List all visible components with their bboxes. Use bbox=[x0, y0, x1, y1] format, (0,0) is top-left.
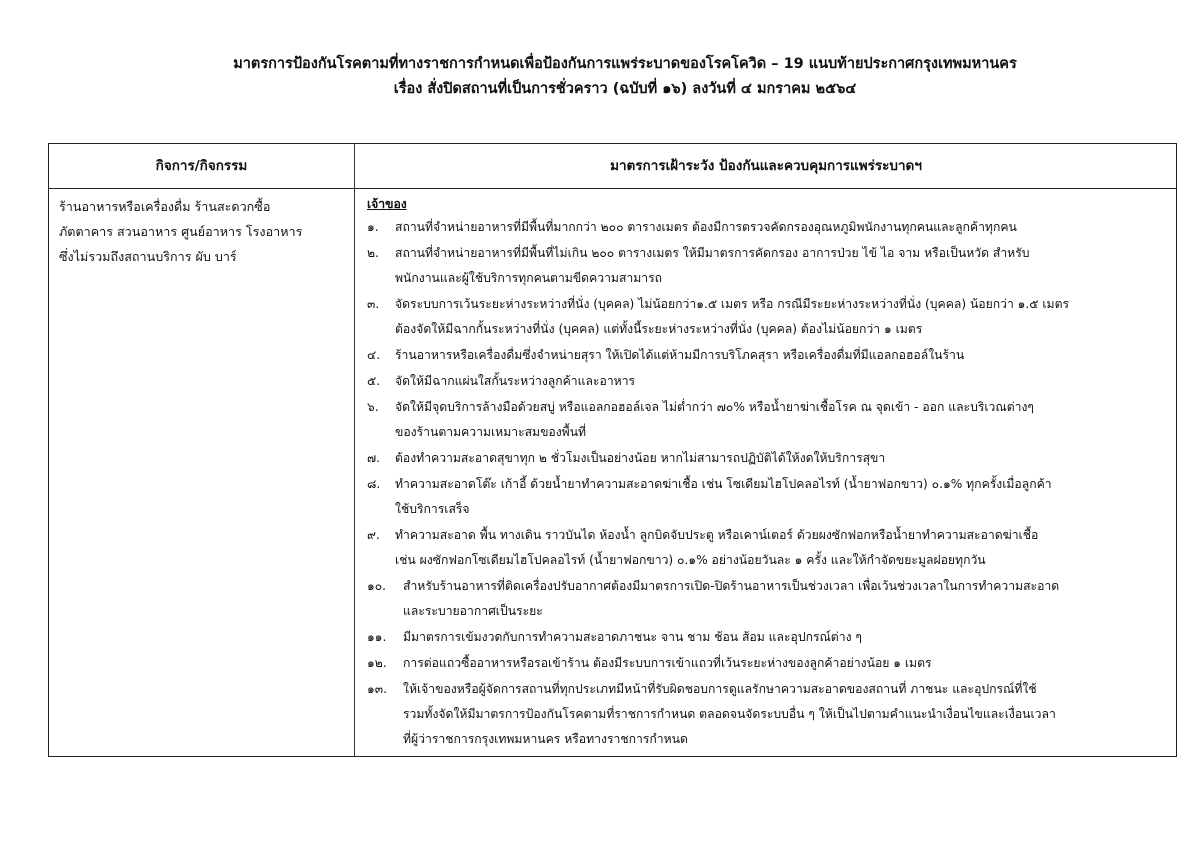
measure-item bbox=[367, 343, 1172, 368]
item-number: ๓. bbox=[367, 297, 380, 311]
item-text: พนักงานและผู้ใช้บริการทุกคนตามขีดความสามารถ bbox=[395, 271, 663, 285]
item-number: ๕. bbox=[367, 374, 381, 388]
item-text: สำหรับร้านอาหารที่ติดเครื่องปรับอากาศต้องมีมาตรการเปิด-ปิดร้านอาหารเป็นช่วงเวลา เพื่อเว้นช่วงเวลาในการทำความสะอาด bbox=[403, 579, 1060, 593]
measure-item bbox=[367, 292, 1172, 342]
item-text: ที่ผู้ว่าราชการกรุงเทพมหานคร หรือทางราชการกำหนด bbox=[403, 732, 688, 746]
table-header-row bbox=[49, 144, 1176, 189]
measure-item bbox=[367, 523, 1172, 573]
item-text: จัดให้มีฉากแผ่นใสกั้นระหว่างลูกค้าและอาหาร bbox=[395, 374, 636, 388]
item-text: ของร้านตามความเหมาะสมของพื้นที่ bbox=[395, 425, 587, 439]
header-measures: มาตรการเฝ้าระวัง ป้องกันและควบคุมการแพร่ระบาดฯ bbox=[610, 158, 922, 174]
item-text: การต่อแถวซื้ออาหารหรือรอเข้าร้าน ต้องมีระบบการเข้าแถวที่เว้นระยะห่างของลูกค้าอย่างน้อย ๑ เมตร bbox=[403, 656, 932, 670]
item-text: สถานที่จำหน่ายอาหารที่มีพื้นที่ไม่เกิน ๒๐๐ ตารางเมตร ให้มีมาตรการคัดกรอง อาการป่วย ไข้ ไอ จาม หรือเป็นหวัด สำหรับ bbox=[395, 246, 1030, 260]
measure-item bbox=[367, 677, 1172, 752]
item-number: ๑. bbox=[367, 220, 379, 234]
title-line-2: เรื่อง สั่งปิดสถานที่เป็นการชั่วคราว (ฉบับที่ ๑๖) ลงวันที่ ๔ มกราคม ๒๕๖๔ bbox=[393, 81, 857, 97]
measure-item bbox=[367, 446, 1172, 471]
measure-item bbox=[367, 241, 1172, 291]
item-text: ต้องทำความสะอาดสุขาทุก ๒ ชั่วโมงเป็นอย่างน้อย หากไม่สามารถปฏิบัติได้ให้งดให้บริการสุขา bbox=[395, 451, 886, 465]
item-text: ใช้บริการเสร็จ bbox=[395, 502, 470, 516]
measure-item bbox=[367, 215, 1172, 240]
item-number: ๔. bbox=[367, 348, 381, 362]
item-number: ๑๒. bbox=[367, 656, 387, 670]
item-number: ๗. bbox=[367, 451, 381, 465]
item-text: จัดให้มีจุดบริการล้างมือด้วยสบู่ หรือแอลกอฮอล์เจล ไม่ต่ำกว่า ๗๐% หรือน้ำยาฆ่าเชื้อโรค ณ จุดเข้า - ออก และบริเวณต่างๆ bbox=[395, 400, 1034, 414]
item-number: ๑๓. bbox=[367, 682, 387, 696]
item-number: ๙. bbox=[367, 528, 380, 542]
item-number: ๖. bbox=[367, 400, 379, 414]
item-text: รวมทั้งจัดให้มีมาตรการป้องกันโรคตามที่ราชการกำหนด ตลอดจนจัดระบบอื่น ๆ ให้เป็นไปตามคำแนะนำเงื่อนไขและเงื่อนเวลา bbox=[403, 707, 1056, 721]
column-divider bbox=[354, 144, 355, 756]
activity-line: ซึ่งไม่รวมถึงสถานบริการ ผับ บาร์ bbox=[59, 249, 237, 264]
document-title bbox=[0, 52, 1200, 102]
item-text: เช่น ผงซักฟอกโซเดียมไฮโปคลอไรท์ (น้ำยาฟอกขาว) ๐.๑% อย่างน้อยวันละ ๑ ครั้ง และให้กำจัดขยะมูลฝอยทุกวัน bbox=[395, 553, 986, 567]
item-text: จัดระบบการเว้นระยะห่างระหว่างที่นั่ง (บุคคล) ไม่น้อยกว่า๑.๕ เมตร หรือ กรณีมีระยะห่างระหว่างที่นั่ง (บุคคล) น้อยกว่า ๑.๕ เมตร bbox=[395, 297, 1070, 311]
measure-item bbox=[367, 574, 1172, 624]
measure-item bbox=[367, 395, 1172, 445]
item-text: และระบายอากาศเป็นระยะ bbox=[403, 604, 543, 618]
activity-line: ภัตตาคาร สวนอาหาร ศูนย์อาหาร โรงอาหาร bbox=[59, 224, 303, 239]
item-number: ๑๐. bbox=[367, 579, 387, 593]
measure-item bbox=[367, 369, 1172, 394]
section-heading-owner: เจ้าของ bbox=[367, 197, 407, 211]
activity-cell bbox=[59, 194, 349, 269]
measures-table bbox=[48, 143, 1177, 757]
item-number: ๑๑. bbox=[367, 630, 387, 644]
item-number: ๒. bbox=[367, 246, 379, 260]
item-text: ต้องจัดให้มีฉากกั้นระหว่างที่นั่ง (บุคคล) แต่ทั้งนี้ระยะห่างระหว่างที่นั่ง (บุคคล) ต้องไม่น้อยกว่า ๑ เมตร bbox=[395, 322, 923, 336]
measure-item bbox=[367, 625, 1172, 650]
item-text: ทำความสะอาดโต๊ะ เก้าอี้ ด้วยน้ำยาทำความสะอาดฆ่าเชื้อ เช่น โซเดียมไฮโปคลอไรท์ (น้ำยาฟอกขาว) ๐.๑% ทุกครั้งเมื่อลูกค้า bbox=[395, 477, 1052, 491]
header-activity: กิจการ/กิจกรรม bbox=[155, 158, 248, 174]
item-text: มีมาตรการเข้มงวดกับการทำความสะอาดภาชนะ จาน ชาม ช้อน ส้อม และอุปกรณ์ต่าง ๆ bbox=[403, 630, 862, 644]
item-text: ทำความสะอาด พื้น ทางเดิน ราวบันได ห้องน้ำ ลูกบิดจับประตู หรือเคาน์เตอร์ ด้วยผงซักฟอกหรือน้ำยาทำความสะอาดฆ่าเชื้อ bbox=[395, 528, 1039, 542]
item-text: ให้เจ้าของหรือผู้จัดการสถานที่ทุกประเภทมีหน้าที่รับผิดชอบการดูแลรักษาความสะอาดของสถานที่ ภาชนะ และอุปกรณ์ที่ใช้ bbox=[403, 682, 1037, 696]
activity-line: ร้านอาหารหรือเครื่องดื่ม ร้านสะดวกซื้อ bbox=[59, 199, 271, 214]
measures-cell bbox=[367, 193, 1172, 753]
title-line-1: มาตรการป้องกันโรคตามที่ทางราชการกำหนดเพื่อป้องกันการแพร่ระบาดของโรคโควิด – 19 แนบท้ายประกาศกรุงเทพมหานคร bbox=[233, 56, 1017, 72]
item-text: ร้านอาหารหรือเครื่องดื่มซึ่งจำหน่ายสุรา ให้เปิดได้แต่ห้ามมีการบริโภคสุรา หรือเครื่องดื่มที่มีแอลกอฮอล์ในร้าน bbox=[395, 348, 965, 362]
item-text: สถานที่จำหน่ายอาหารที่มีพื้นที่มากกว่า ๒๐๐ ตารางเมตร ต้องมีการตรวจคัดกรองอุณหภูมิพนักงานทุกคนและลูกค้าทุกคน bbox=[395, 220, 1017, 234]
item-number: ๘. bbox=[367, 477, 381, 491]
measure-item bbox=[367, 651, 1172, 676]
measure-item bbox=[367, 472, 1172, 522]
